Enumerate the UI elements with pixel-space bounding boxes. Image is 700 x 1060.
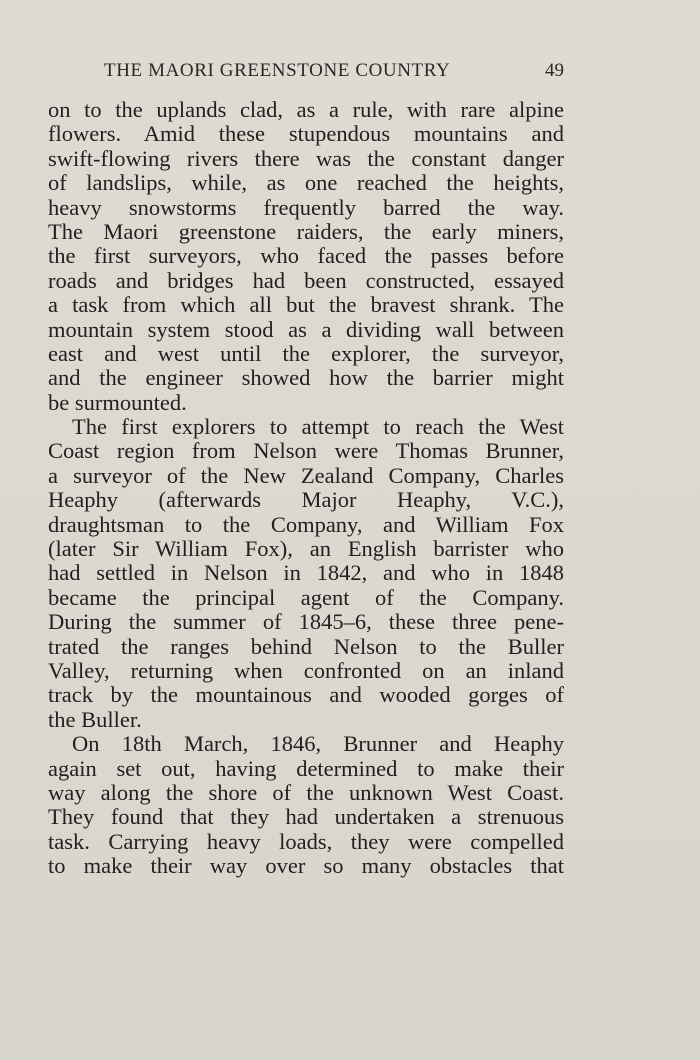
text-line: They found that they had undertaken a strenuous: [48, 804, 564, 830]
text-line: of landslips, while, as one reached the heights,: [48, 170, 564, 196]
text-line: a surveyor of the New Zealand Company, Charles: [48, 462, 564, 488]
text-line: During the summer of 1845–6, these three pene-: [48, 609, 564, 635]
text-line: heavy snowstorms frequently barred the way.: [48, 194, 564, 220]
text-line: trated the ranges behind Nelson to the Buller: [48, 633, 564, 659]
text-line: had settled in Nelson in 1842, and who in 1848: [48, 560, 564, 586]
text-line: (later Sir William Fox), an English barrister who: [48, 536, 564, 562]
running-title: THE MAORI GREENSTONE COUNTRY: [104, 60, 451, 81]
text-line: Valley, returning when confronted on an inland: [48, 657, 564, 683]
paragraph-start-line: On 18th March, 1846, Brunner and Heaphy: [72, 731, 564, 757]
text-line: The Maori greenstone raiders, the early miners,: [48, 218, 564, 244]
text-line: swift-flowing rivers there was the constant danger: [48, 145, 564, 171]
text-line: flowers. Amid these stupendous mountains and: [48, 121, 564, 147]
text-line: track by the mountainous and wooded gorges of: [48, 682, 564, 708]
body-text: [48, 98, 564, 879]
page-number: 49: [545, 60, 564, 81]
paragraph-end-line: be surmounted.: [48, 389, 187, 415]
paragraph-end-line: the Buller.: [48, 706, 142, 732]
text-line: east and west until the explorer, the surveyor,: [48, 340, 564, 366]
text-line: Heaphy (afterwards Major Heaphy, V.C.),: [48, 487, 564, 513]
text-line: and the engineer showed how the barrier might: [48, 365, 564, 391]
text-line: a task from which all but the bravest shrank. The: [48, 292, 564, 318]
text-line: to make their way over so many obstacles that: [48, 853, 564, 879]
text-line: on to the uplands clad, as a rule, with rare alpine: [48, 97, 564, 122]
text-line: mountain system stood as a dividing wall between: [48, 316, 564, 342]
paragraph-start-line: The first explorers to attempt to reach the West: [72, 414, 564, 440]
text-line: Coast region from Nelson were Thomas Brunner,: [48, 438, 564, 464]
text-line: way along the shore of the unknown West Coast.: [48, 779, 564, 805]
text-line: became the principal agent of the Company.: [48, 584, 564, 610]
text-line: task. Carrying heavy loads, they were compelled: [48, 828, 564, 854]
text-line: draughtsman to the Company, and William Fox: [48, 511, 564, 537]
text-line: the first surveyors, who faced the passes before: [48, 243, 564, 269]
text-line: roads and bridges had been constructed, essayed: [48, 267, 564, 293]
text-line: again set out, having determined to make their: [48, 755, 564, 781]
